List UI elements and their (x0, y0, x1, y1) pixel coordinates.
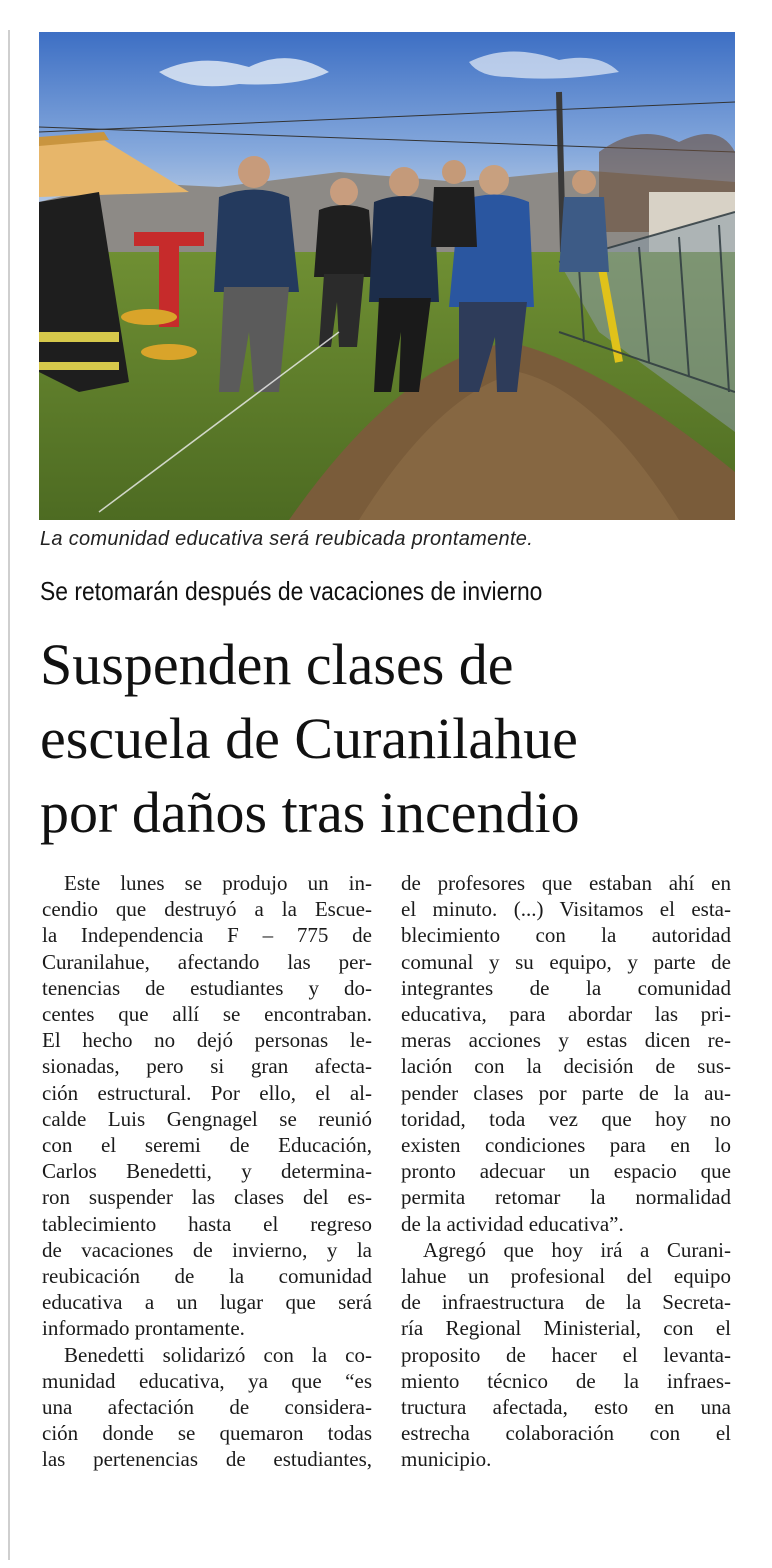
headline-line: Suspenden clases de (40, 632, 514, 697)
text-line: pronto adecuar un espacio que (401, 1159, 731, 1184)
text-line: ría Regional Ministerial, con el (401, 1316, 731, 1341)
text-line: el minuto. (...) Visitamos el esta- (401, 897, 731, 922)
text-line: calde Luis Gengnagel se reunió (42, 1106, 372, 1131)
text-line: educativa, para abordar las pri- (401, 1002, 731, 1027)
text-line: existen condiciones para en lo (401, 1133, 731, 1158)
text-line: estrecha colaboración con el (401, 1421, 731, 1446)
text-line: permita retomar la normalidad (401, 1185, 731, 1210)
article-kicker: Se retomarán después de vacaciones de invierno (40, 576, 543, 606)
text-line: sionadas, pero si gran afecta- (42, 1054, 372, 1079)
text-line: una afectación de considera- (42, 1395, 372, 1420)
text-line: miento técnico de la infraes- (401, 1368, 731, 1393)
text-line: de la actividad educativa”. (401, 1211, 624, 1236)
column-rule (8, 30, 10, 1560)
paragraph (401, 870, 731, 1237)
text-line: Benedetti solidarizó con la co- (64, 1342, 372, 1367)
text-line: lación con la decisión de sus- (401, 1054, 731, 1079)
text-line: Curanilahue, afectando las per- (42, 949, 372, 974)
text-line: con el seremi de Educación, (42, 1133, 372, 1158)
article-headline (40, 628, 740, 850)
text-line: Este lunes se produjo un in- (64, 871, 372, 895)
text-line: Agregó que hoy irá a Curani- (423, 1237, 731, 1262)
text-line: integrantes de la comunidad (401, 975, 731, 1000)
text-line: reubicación de la comunidad (42, 1264, 372, 1289)
text-line: ción estructural. Por ello, el al- (42, 1080, 372, 1105)
text-line: tablecimiento hasta el regreso (42, 1211, 372, 1236)
paragraph (401, 1237, 731, 1473)
text-line: blecimiento con la autoridad (401, 923, 731, 948)
text-line: Carlos Benedetti, y determina- (42, 1159, 372, 1184)
photo-illustration (39, 32, 735, 520)
text-line: informado prontamente. (42, 1316, 245, 1341)
headline-line: escuela de Curanilahue (40, 706, 578, 771)
photo-caption: La comunidad educativa será reubicada prontamente. (40, 528, 534, 550)
article-column-left (42, 870, 372, 1473)
text-line: cendio que destruyó a la Escue- (42, 897, 372, 922)
paragraph (42, 1342, 372, 1473)
text-line: munidad educativa, ya que “es (42, 1368, 372, 1393)
text-line: la Independencia F – 775 de (42, 923, 372, 948)
text-line: educativa a un lugar que será (42, 1290, 372, 1315)
news-photo (39, 32, 735, 520)
text-line: tenencias de estudiantes y do- (42, 975, 372, 1000)
text-line: toridad, toda vez que hoy no (401, 1106, 731, 1131)
text-line: de vacaciones de invierno, y la (42, 1237, 372, 1262)
text-line: municipio. (401, 1447, 492, 1472)
text-line: meras acciones y estas dicen re- (401, 1028, 731, 1053)
text-line: de infraestructura de la Secreta- (401, 1290, 731, 1315)
text-line: ción donde se quemaron todas (42, 1421, 372, 1446)
text-line: El hecho no dejó personas le- (42, 1028, 372, 1053)
text-line: comunal y su equipo, y parte de (401, 949, 731, 974)
paragraph (42, 870, 372, 1342)
headline-line: por daños tras incendio (40, 780, 580, 845)
article-column-right (401, 870, 731, 1473)
text-line: lahue un profesional del equipo (401, 1264, 731, 1289)
text-line: proposito de hacer el levanta- (401, 1342, 731, 1367)
text-line: las pertenencias de estudiantes, (42, 1447, 372, 1472)
text-line: tructura afectada, esto en una (401, 1395, 731, 1420)
text-line: de profesores que estaban ahí en (401, 871, 731, 895)
text-line: centes que allí se encontraban. (42, 1002, 372, 1027)
text-line: pender clases por parte de la au- (401, 1080, 731, 1105)
text-line: ron suspender las clases del es- (42, 1185, 372, 1210)
